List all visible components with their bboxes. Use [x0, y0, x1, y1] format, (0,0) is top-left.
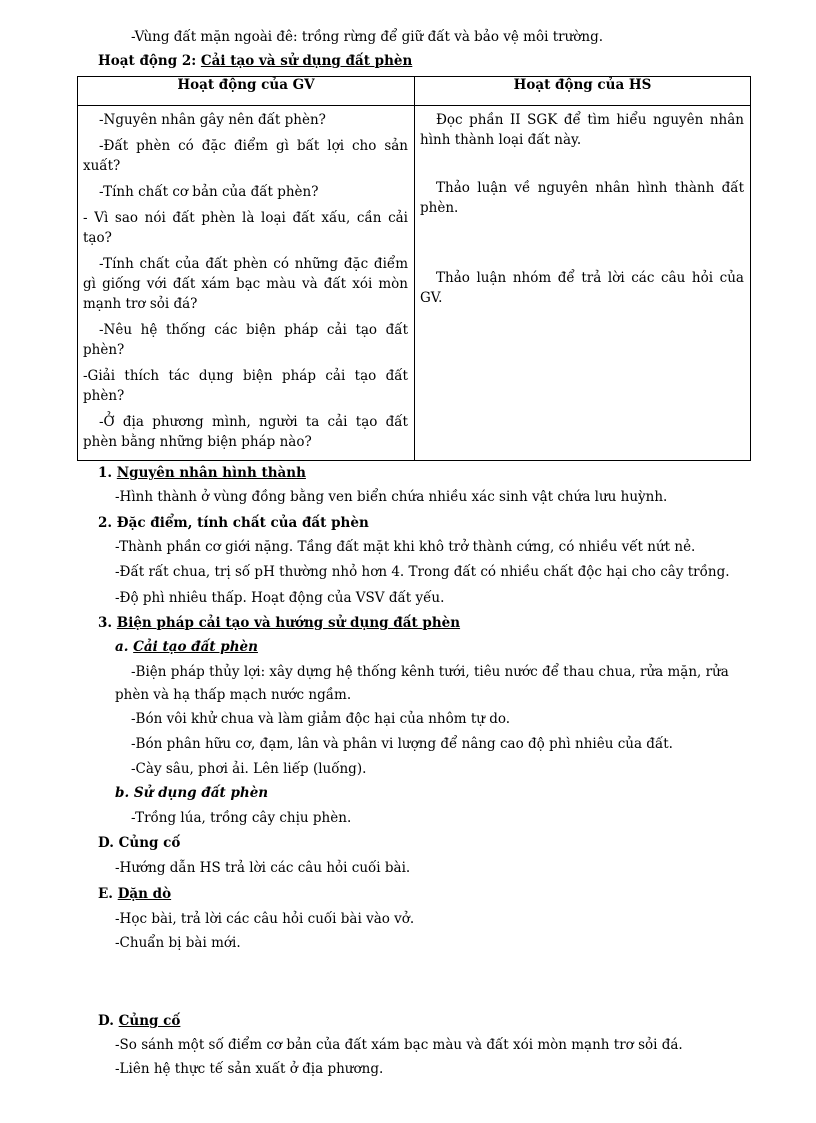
- subsection-b-title: Sử dụng đất phèn: [133, 785, 269, 801]
- subsection-a-heading: [115, 638, 258, 656]
- hs-item: Đọc phần II SGK để tìm hiểu nguyên nhân hình thành loại đất này.: [420, 112, 744, 148]
- subsection-a-label: a.: [115, 639, 129, 655]
- subsection-a-title: Cải tạo đất phèn: [133, 639, 258, 655]
- gv-item: -Đất phèn có đặc điểm gì bất lợi cho sản xuất?: [83, 138, 408, 174]
- activity2-heading: [98, 52, 412, 70]
- gv-item: -Tính chất cơ bản của đất phèn?: [99, 184, 319, 200]
- gv-item: -Nêu hệ thống các biện pháp cải tạo đất phèn?: [83, 322, 408, 358]
- section-d2-line: -Liên hệ thực tế sản xuất ở địa phương.: [115, 1061, 384, 1077]
- subsection-b-heading: [115, 784, 268, 802]
- activity2-title: Cải tạo và sử dụng đất phèn: [200, 53, 413, 69]
- section-d-line: -Hướng dẫn HS trả lời các câu hỏi cuối bài.: [115, 860, 411, 876]
- subsection-a-line: -Biện pháp thủy lợi: xây dựng hệ thống kênh tưới, tiêu nước để thau chua, rửa mặn, rửa: [131, 664, 729, 680]
- hs-item: Thảo luận nhóm để trả lời các câu hỏi của GV.: [420, 270, 744, 306]
- section-e-title: Dặn dò: [117, 886, 172, 902]
- section-e-label: E.: [98, 886, 113, 902]
- section-d2-heading: [98, 1012, 180, 1030]
- activity-table: [77, 76, 751, 461]
- gv-item: -Nguyên nhân gây nên đất phèn?: [99, 112, 326, 128]
- gv-item: -Ở địa phương mình, người ta cải tạo đất phèn bằng những biện pháp nào?: [83, 414, 408, 450]
- gv-item: -Giải thích tác dụng biện pháp cải tạo đất phèn?: [83, 368, 408, 404]
- subsection-a-line: phèn và hạ thấp mạch nước ngầm.: [115, 687, 352, 703]
- subsection-a-line: -Bón vôi khử chua và làm giảm độc hại của nhôm tự do.: [131, 711, 511, 727]
- section1-title: Nguyên nhân hình thành: [116, 465, 306, 481]
- subsection-a-line: -Bón phân hữu cơ, đạm, lân và phân vi lượng để nâng cao độ phì nhiêu của đất.: [131, 736, 673, 752]
- section-e-heading: [98, 885, 171, 903]
- gv-cell: [78, 106, 415, 461]
- gv-item: -Tính chất của đất phèn có những đặc điểm gì giống với đất xám bạc màu và đất xói mòn mạnh trơ sỏi đá?: [83, 256, 408, 312]
- hs-item: Thảo luận về nguyên nhân hình thành đất phèn.: [420, 180, 744, 216]
- section-d-label: D.: [98, 835, 114, 851]
- section2-line: -Đất rất chua, trị số pH thường nhỏ hơn 4. Trong đất có nhiều chất độc hại cho cây trồng.: [115, 564, 730, 580]
- section3-title: Biện pháp cải tạo và hướng sử dụng đất phèn: [116, 615, 461, 631]
- header-gv: Hoạt động của GV: [78, 77, 415, 106]
- section-d2-label: D.: [98, 1013, 114, 1029]
- section1-heading: [98, 464, 306, 482]
- section-d2-title: Củng cố: [118, 1013, 181, 1029]
- section2-line: -Thành phần cơ giới nặng. Tầng đất mặt khi khô trở thành cứng, có nhiều vết nứt nẻ.: [115, 539, 696, 555]
- section1-line: -Hình thành ở vùng đồng bằng ven biển chứa nhiều xác sinh vật chứa lưu huỳnh.: [115, 489, 668, 505]
- section-d2-line: -So sánh một số điểm cơ bản của đất xám bạc màu và đất xói mòn mạnh trơ sỏi đá.: [115, 1037, 683, 1053]
- section2-heading: 2. Đặc điểm, tính chất của đất phèn: [98, 515, 369, 531]
- section-e-line: -Học bài, trả lời các câu hỏi cuối bài vào vở.: [115, 911, 415, 927]
- header-hs: Hoạt động của HS: [415, 77, 751, 106]
- subsection-a-line: -Cày sâu, phơi ải. Lên liếp (luống).: [131, 761, 367, 777]
- section-e-line: -Chuẩn bị bài mới.: [115, 935, 241, 951]
- section1-number: 1.: [98, 465, 113, 481]
- top-line: -Vùng đất mặn ngoài đê: trồng rừng để giữ đất và bảo vệ môi trường.: [131, 29, 604, 45]
- subsection-b-line: -Trồng lúa, trồng cây chịu phèn.: [131, 810, 352, 826]
- section3-number: 3.: [98, 615, 113, 631]
- section3-heading: [98, 614, 460, 632]
- activity2-label: Hoạt động 2:: [98, 53, 197, 69]
- section-d-title: Củng cố: [118, 835, 181, 851]
- hs-cell: [415, 106, 751, 461]
- gv-item: - Vì sao nói đất phèn là loại đất xấu, cần cải tạo?: [83, 210, 408, 246]
- section2-line: -Độ phì nhiêu thấp. Hoạt động của VSV đất yếu.: [115, 590, 445, 606]
- section-d-heading: [98, 834, 180, 852]
- subsection-b-label: b.: [115, 785, 130, 801]
